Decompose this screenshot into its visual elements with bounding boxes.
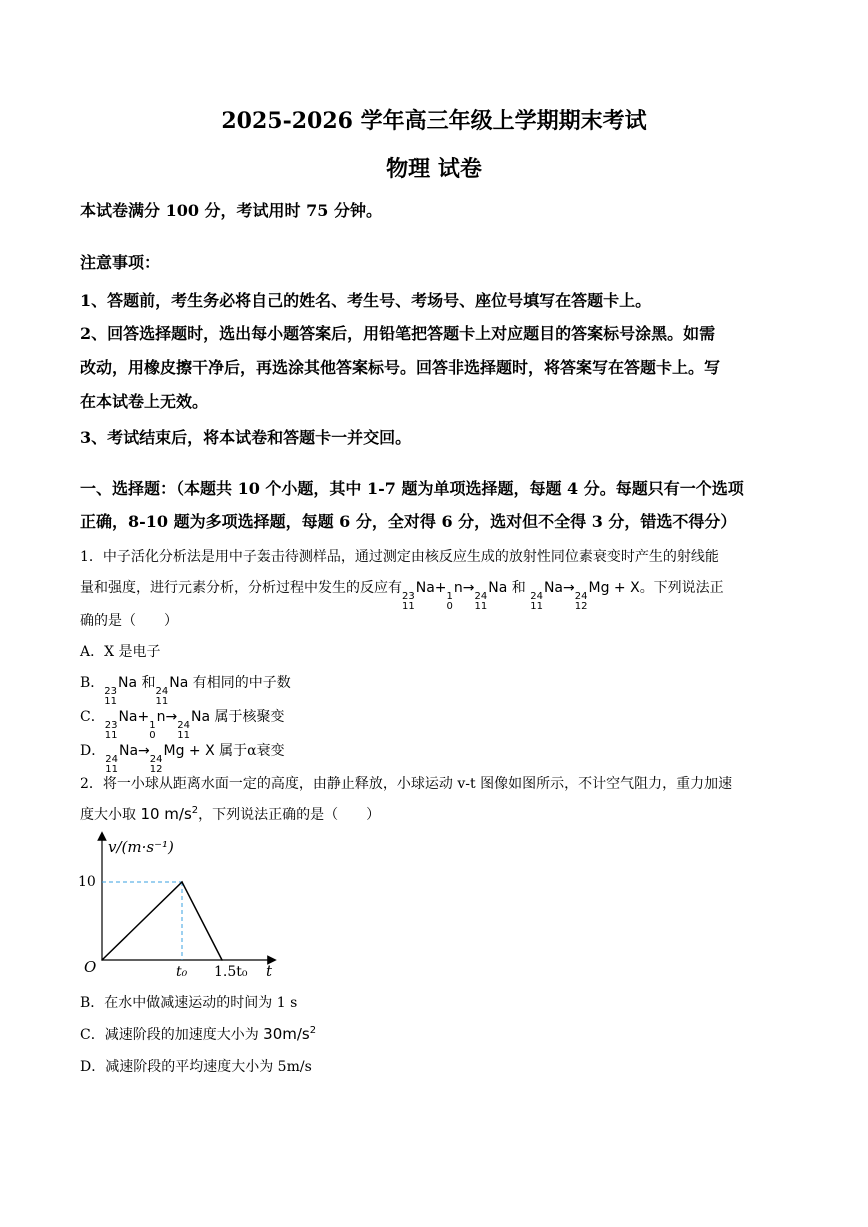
- velocity-series-line: [102, 882, 222, 960]
- y-axis-label: v/(m·s⁻¹): [108, 838, 174, 856]
- x-tick-label-1.5t0: 1.5t₀: [214, 964, 248, 978]
- notice-heading: 注意事项：: [80, 253, 161, 272]
- q1-option-a: A．X 是电子: [80, 644, 161, 660]
- data-point: [101, 959, 103, 961]
- q2-stem-line-2: 度大小取 10 $m/s^2$，下列说法正确的是（ ）: [80, 805, 381, 823]
- section-heading-line-1: 一、选择题：（本题共 10 个小题，其中 1-7 题为单项选择题，每题 4 分。每题只有一个选项: [80, 479, 744, 498]
- q1-option-b: B． 23 11 Na 和 24 11 Na 有相同的中子数: [80, 675, 291, 707]
- origin-label: O: [84, 958, 97, 976]
- q1-option-c: C． 23 11 Na+ 1 0 n→ 24 11 Na 属于核聚变: [80, 709, 285, 741]
- q2-option-b: B．在水中做减速运动的时间为 1 s: [80, 995, 298, 1011]
- q1-stem-line-2: 量和强度，进行元素分析，分析过程中发生的反应有 23 11 Na+ 1 0 n→ 24 11 Na 和 24 11 Na→ 24 12 Mg + X。下列说法正: [80, 580, 724, 612]
- q1-option-d: D． 24 11 Na→ 24 12 Mg + X 属于α衰变: [80, 743, 285, 775]
- data-point: [181, 881, 183, 883]
- section-heading-line-2: 正确，8-10 题为多项选择题，每题 6 分，全对得 6 分，选对但不全得 3 分，错选不得分）: [80, 512, 737, 531]
- q2-stem-line-1: 2．将一小球从距离水面一定的高度，由静止释放，小球运动 v-t 图像如图所示，不计空气阻力，重力加速: [80, 776, 733, 792]
- y-tick-label: 10: [78, 874, 96, 890]
- x-tick-label-t0: t₀: [176, 964, 188, 978]
- vt-graph: [74, 828, 284, 978]
- notice-item-2-line-1: 2、回答选择题时，选出每小题答案后，用铅笔把答题卡上对应题目的答案标号涂黑。如需: [80, 324, 716, 343]
- notice-item-2-line-3: 在本试卷上无效。: [80, 392, 209, 411]
- q1-stem-line-3: 确的是（ ）: [80, 613, 178, 629]
- q2-option-c: C．减速阶段的加速度大小为 $30m/s^2$: [80, 1025, 317, 1043]
- q2-option-d: D．减速阶段的平均速度大小为 5m/s: [80, 1059, 312, 1075]
- intro-text: 本试卷满分 100 分，考试用时 75 分钟。: [80, 201, 382, 220]
- x-axis-label: t: [266, 962, 273, 978]
- exam-title: 2025-2026 学年高三年级上学期期末考试: [221, 108, 647, 134]
- exam-subject: 物理 试卷: [386, 156, 482, 182]
- notice-item-1: 1、答题前，考生务必将自己的姓名、考生号、考场号、座位号填写在答题卡上。: [80, 291, 652, 310]
- notice-item-2-line-2: 改动，用橡皮擦干净后，再选涂其他答案标号。回答非选择题时，将答案写在答题卡上。写: [80, 358, 721, 377]
- notice-item-3: 3、考试结束后，将本试卷和答题卡一并交回。: [80, 428, 412, 447]
- q1-stem-line-1: 1．中子活化分析法是用中子轰击待测样品，通过测定由核反应生成的放射性同位素衰变时产生的射线能: [80, 549, 719, 565]
- data-point: [221, 959, 223, 961]
